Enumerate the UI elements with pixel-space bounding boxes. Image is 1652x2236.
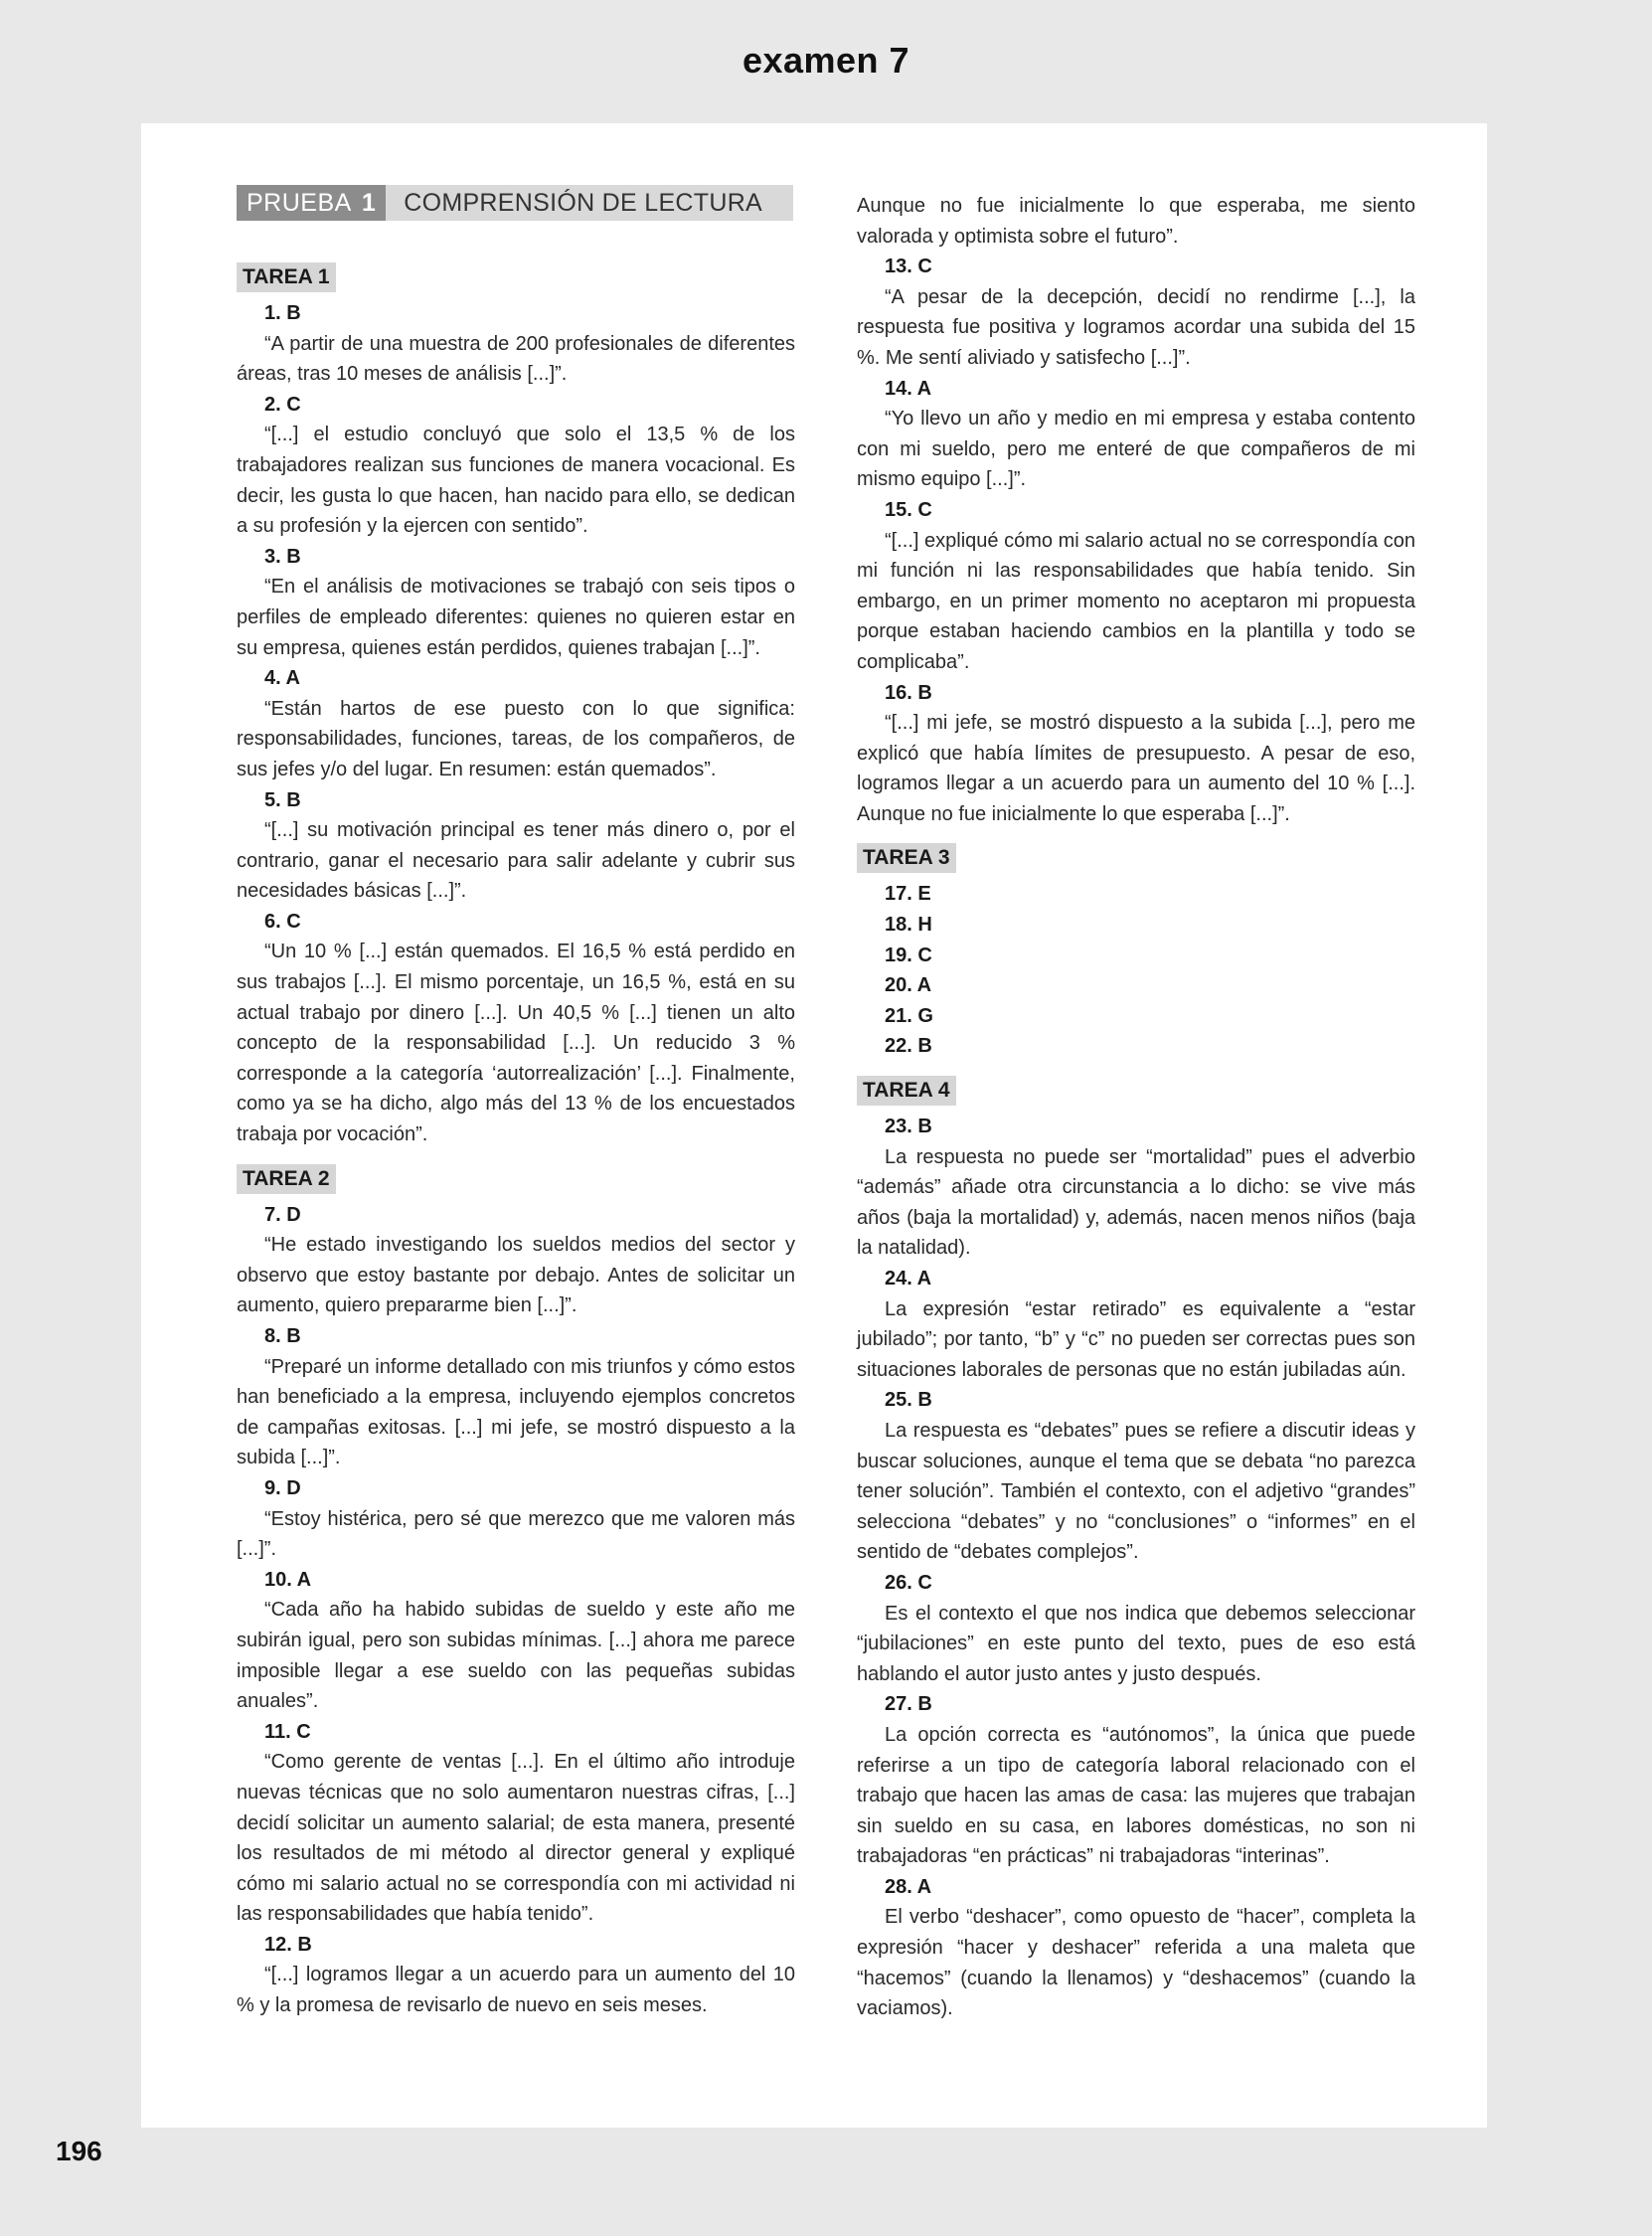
answer-explanation: La respuesta es “debates” pues se refiere a discutir ideas y buscar soluciones, aunque el tema que se debata “no parezca tener solución”. También el contexto, con el adjetivo “grandes” selecciona “debates” y no “conclusiones” o “informes” en el sentido de “debates complejos”.	[857, 1419, 1415, 1564]
answer-item	[237, 785, 795, 907]
answer-key: 26. C	[885, 1571, 932, 1594]
answer-explanation: “Como gerente de ventas [...]. En el último año introduje nuevas técnicas que no solo aumentaron nuestras cifras, [...] decidí solicitar un aumento salarial; de esta manera, presenté los resultados de mi método al director general y expliqué cómo mi salario actual no se correspondía con mi actividad ni las responsabilidades que había tenido”.	[237, 1751, 795, 1926]
answer-item	[857, 1001, 1415, 1032]
answer-key: 7. D	[264, 1203, 301, 1226]
answer-key: 17. E	[885, 883, 931, 906]
answer-key: 3. B	[264, 545, 301, 568]
answer-explanation: “A partir de una muestra de 200 profesionales de diferentes áreas, tras 10 meses de análisis [...]”.	[237, 332, 795, 386]
answer-key: 19. C	[885, 944, 932, 966]
answer-key: 18. H	[885, 914, 932, 937]
tarea-heading: TAREA 3	[857, 843, 956, 873]
answer-explanation: “[...] mi jefe, se mostró dispuesto a la subida [...], pero me explicó que había límites de presupuesto. A pesar de eso, logramos llegar a un acuerdo para un aumento del 10 % [...]. Aunque no fue inicialmente lo que esperaba [...]”.	[857, 712, 1415, 825]
answer-explanation: “He estado investigando los sueldos medios del sector y observo que estoy bastante por debajo. Antes de solicitar un aumento, quiero prepararme bien [...]”.	[237, 1234, 795, 1317]
answer-explanation: La opción correcta es “autónomos”, la única que puede referirse a un tipo de categoría laboral relacionado con el trabajo que hacen las amas de casa: las mujeres que trabajan sin sueldo en su casa, en labores domésticas, no son ni trabajadoras “en prácticas” ni trabajadoras “interinas”.	[857, 1723, 1415, 1868]
answer-item	[857, 1568, 1415, 1689]
answer-explanation: “[...] expliqué cómo mi salario actual no se correspondía con mi función ni las responsabilidades que había tenido. Sin embargo, en un primer momento no aceptaron mi propuesta porque estaban haciendo cambios en la plantilla y todo se complicaba”.	[857, 529, 1415, 673]
answer-item	[857, 678, 1415, 830]
answer-explanation: “Un 10 % [...] están quemados. El 16,5 % está perdido en sus trabajos [...]. El mismo porcentaje, un 16,5 %, está en su actual trabajo por dinero [...]. Un 40,5 % [...] tienen un alto concepto de la responsabilidad [...]. Un reducido 3 % corresponde a la categoría ‘autorrealización’ [...]. Finalmente, como ya se ha dicho, algo más del 13 % de los encuestados trabaja por vocación”.	[237, 941, 795, 1146]
answer-key: 16. B	[885, 681, 932, 704]
answer-key: 6. C	[264, 910, 301, 933]
answer-key: 22. B	[885, 1035, 932, 1058]
answer-explanation: Aunque no fue inicialmente lo que esperaba, me siento valorada y optimista sobre el futuro”.	[857, 195, 1415, 248]
answer-key: 27. B	[885, 1693, 932, 1716]
answer-explanation: “A pesar de la decepción, decidí no rendirme [...], la respuesta fue positiva y logramos acordar una subida del 15 %. Me sentí aliviado y satisfecho [...]”.	[857, 285, 1415, 369]
answer-key: 23. B	[885, 1116, 932, 1138]
answer-key: 11. C	[264, 1720, 311, 1743]
answer-key: 10. A	[264, 1568, 312, 1591]
answer-item	[857, 1385, 1415, 1568]
answer-item	[857, 970, 1415, 1001]
answer-key: 28. A	[885, 1875, 932, 1898]
answer-explanation: “Yo llevo un año y medio en mi empresa y estaba contento con mi sueldo, pero me enteré de que compañeros de mi mismo equipo [...]”.	[857, 408, 1415, 491]
prueba-label: PRUEBA 1	[237, 185, 386, 221]
page-number: 196	[56, 2136, 102, 2166]
right-column	[857, 191, 1415, 2024]
answer-sheet	[141, 123, 1487, 2128]
answer-key: 15. C	[885, 498, 932, 521]
answer-item	[857, 252, 1415, 373]
answer-explanation: El verbo “deshacer”, como opuesto de “hacer”, completa la expresión “hacer y deshacer” referida a una maleta que “hacemos” (cuando la llenamos) y “deshacemos” (cuando la vaciamos).	[857, 1906, 1415, 2020]
answer-item	[237, 1200, 795, 1321]
answer-key: 2. C	[264, 393, 301, 416]
answer-explanation: “[...] su motivación principal es tener más dinero o, por el contrario, ganar el necesario para salir adelante y cubrir sus necesidades básicas [...]”.	[237, 819, 795, 903]
answer-item	[857, 1689, 1415, 1872]
answer-explanation: “Están hartos de ese puesto con lo que significa: responsabilidades, funciones, tareas, de los compañeros, de sus jefes y/o del lugar. En resumen: están quemados”.	[237, 697, 795, 780]
answer-key: 24. A	[885, 1268, 932, 1290]
answer-explanation: “En el análisis de motivaciones se trabajó con seis tipos o perfiles de empleado diferentes: quienes no quieren estar en su empresa, quienes están perdidos, quienes trabajan [...]”.	[237, 576, 795, 659]
answer-explanation: “[...] el estudio concluyó que solo el 13,5 % de los trabajadores realizan sus funciones de manera vocacional. Es decir, les gusta lo que hacen, han nacido para ello, se dedican a su profesión y la ejercen con sentido”.	[237, 424, 795, 538]
answer-item	[237, 1321, 795, 1473]
answer-item	[237, 390, 795, 542]
tarea-heading: TAREA 4	[857, 1076, 956, 1106]
answer-item	[237, 1930, 795, 2021]
answer-key: 9. D	[264, 1476, 301, 1499]
answer-key: 20. A	[885, 974, 932, 997]
answer-item	[237, 663, 795, 784]
answer-item	[857, 879, 1415, 910]
answer-key: 12. B	[264, 1933, 312, 1956]
section-title: COMPRENSIÓN DE LECTURA	[404, 188, 763, 217]
answer-explanation: “Estoy histérica, pero sé que merezco que me valoren más [...]”.	[237, 1507, 795, 1561]
answer-item	[857, 1031, 1415, 1062]
answer-explanation: “Cada año ha habido subidas de sueldo y este año me subirán igual, pero son subidas mínimas. [...] ahora me parece imposible llegar a ese sueldo con las pequeñas subidas anuales”.	[237, 1599, 795, 1713]
answer-explanation: La respuesta no puede ser “mortalidad” pues el adverbio “además” añade otra circunstancia a lo dicho: se vive más años (baja la mortalidad) y, además, nacen menos niños (baja la natalidad).	[857, 1145, 1415, 1260]
answer-item	[237, 542, 795, 663]
answer-explanation: “Preparé un informe detallado con mis triunfos y cómo estos han beneficiado a la empresa, incluyendo ejemplos concretos de campañas exitosas. [...] mi jefe, se mostró dispuesto a la subida [...]”.	[237, 1355, 795, 1469]
answer-key: 21. G	[885, 1004, 933, 1027]
answer-key: 13. C	[885, 256, 932, 278]
answer-item	[237, 1565, 795, 1717]
answer-item	[857, 1872, 1415, 2024]
answer-key: 4. A	[264, 667, 300, 690]
answer-item	[857, 1112, 1415, 1264]
answer-item	[857, 1264, 1415, 1385]
tarea-heading: TAREA 2	[237, 1164, 336, 1194]
answer-key: 5. B	[264, 788, 301, 811]
answer-item	[857, 495, 1415, 678]
answer-explanation: La expresión “estar retirado” es equivalente a “estar jubilado”; por tanto, “b” y “c” no pueden ser correctas pues son situaciones laborales de personas que no están jubiladas aún.	[857, 1297, 1415, 1381]
tarea-heading: TAREA 1	[237, 262, 336, 292]
answer-explanation: “[...] logramos llegar a un acuerdo para un aumento del 10 % y la promesa de revisarlo de nuevo en seis meses.	[237, 1964, 795, 2017]
answer-item	[237, 1473, 795, 1565]
answer-item	[857, 941, 1415, 971]
answer-item	[237, 907, 795, 1150]
section-header	[237, 185, 793, 221]
page-title: examen 7	[742, 40, 910, 81]
answer-item	[857, 374, 1415, 495]
answer-explanation: Es el contexto el que nos indica que debemos seleccionar “jubilaciones” en este punto del texto, pues de eso está hablando el autor justo antes y justo después.	[857, 1602, 1415, 1685]
answer-item	[857, 191, 1415, 252]
left-column	[237, 185, 795, 2021]
answer-key: 1. B	[264, 302, 301, 324]
answer-item	[237, 298, 795, 390]
answer-key: 8. B	[264, 1325, 301, 1347]
answer-key: 25. B	[885, 1389, 932, 1412]
answer-item	[237, 1717, 795, 1930]
answer-item	[857, 910, 1415, 941]
answer-key: 14. A	[885, 377, 932, 400]
